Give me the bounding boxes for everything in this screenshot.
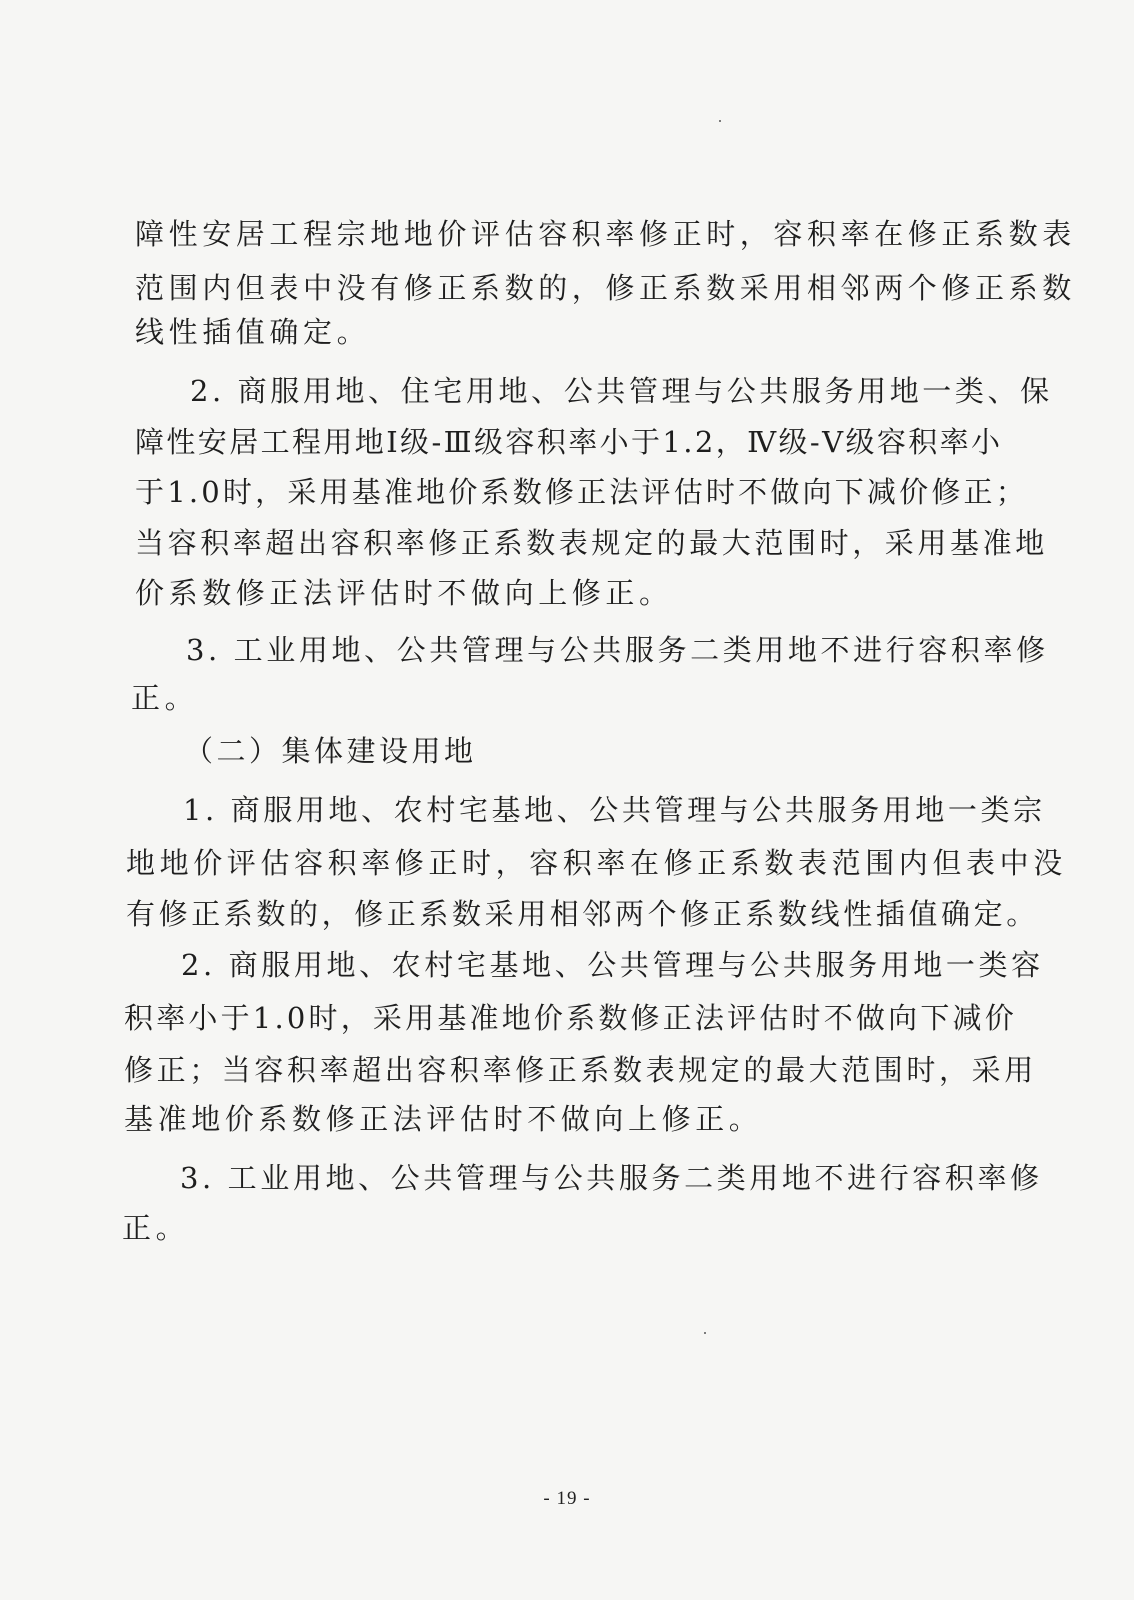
text-line: 3. 工业用地、公共管理与公共服务二类用地不进行容积率修	[180, 1161, 1043, 1195]
text-line: 2. 商服用地、农村宅基地、公共管理与公共服务用地一类容	[181, 948, 1044, 982]
text-line: 正。	[122, 1211, 190, 1245]
scan-speck	[719, 120, 721, 122]
text-line: 2. 商服用地、住宅用地、公共管理与公共服务用地一类、保	[190, 374, 1053, 408]
text-line: 3. 工业用地、公共管理与公共服务二类用地不进行容积率修	[186, 633, 1049, 667]
text-line: 1. 商服用地、农村宅基地、公共管理与公共服务用地一类宗	[183, 793, 1046, 827]
section-heading: （二）集体建设用地	[184, 734, 477, 768]
text-line: 障性安居工程宗地地价评估容积率修正时，容积率在修正系数表	[135, 217, 1076, 251]
text-line: 有修正系数的，修正系数采用相邻两个修正系数线性插值确定。	[126, 897, 1039, 931]
text-line: 线性插值确定。	[135, 315, 371, 349]
text-line: 积率小于1.0时，采用基准地价系数修正法评估时不做向下减价	[124, 1001, 1017, 1035]
text-line: 正。	[131, 681, 199, 715]
text-line: 于1.0时，采用基准地价系数修正法评估时不做向下减价修正；	[135, 475, 1028, 509]
page-number: - 19 -	[543, 1488, 591, 1509]
text-line: 当容积率超出容积率修正系数表规定的最大范围时，采用基准地	[135, 526, 1048, 560]
text-line: 范围内但表中没有修正系数的，修正系数采用相邻两个修正系数	[135, 271, 1076, 305]
scan-speck	[704, 1332, 706, 1334]
text-line: 地地价评估容积率修正时，容积率在修正系数表范围内但表中没	[126, 846, 1067, 880]
text-line: 障性安居工程用地Ⅰ级-Ⅲ级容积率小于1.2，Ⅳ级-Ⅴ级容积率小	[135, 425, 1003, 459]
text-line: 价系数修正法评估时不做向上修正。	[135, 576, 673, 610]
text-line: 修正；当容积率超出容积率修正系数表规定的最大范围时，采用	[124, 1053, 1037, 1087]
text-line: 基准地价系数修正法评估时不做向上修正。	[124, 1102, 763, 1136]
